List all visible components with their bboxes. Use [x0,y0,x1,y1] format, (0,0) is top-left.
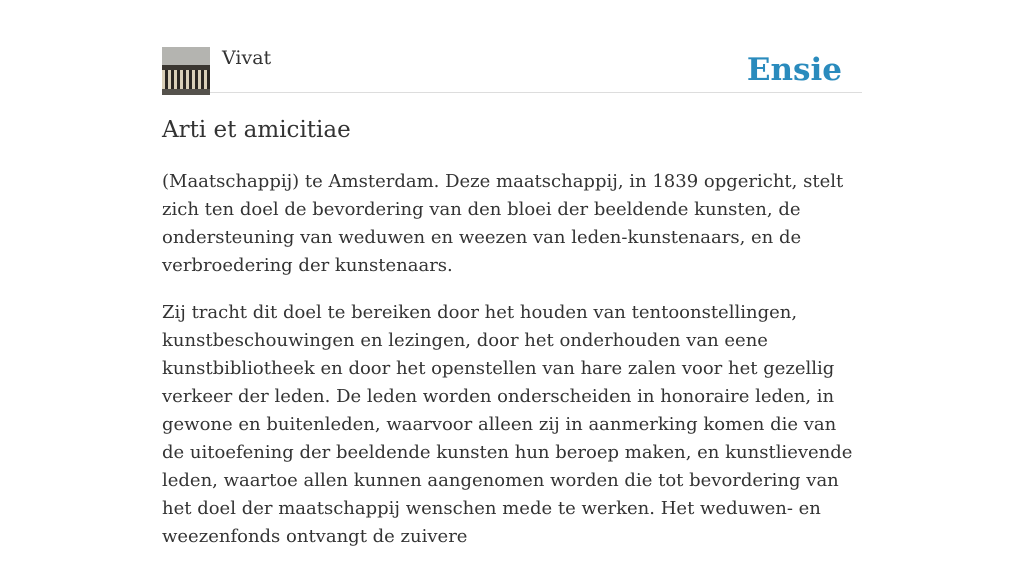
article-body [162,168,862,570]
header [162,46,862,93]
article-paragraph: Zij tracht dit doel te bereiken door het houden van tentoonstellingen, kunstbeschouwingen en lezingen, door het onderhouden van eene kunstbibliotheek en door het openstellen van hare zalen voor het gezellig verkeer der leden. De leden worden onderscheiden in honoraire leden, in gewone en buitenleden, waarvoor alleen zij in aanmerking komen die van de uitoefening der beeldende kunsten hun beroep maken, en kunstlievende leden, waartoe allen kunnen aangenomen worden die tot bevordering van het doel der maatschappij wenschen mede te werken. Het weduwen- en weezenfonds ontvangt de zuivere [162,302,853,547]
author-name[interactable]: Vivat [222,47,272,69]
article-paragraph: (Maatschappij) te Amsterdam. Deze maatschappij, in 1839 opgericht, stelt zich ten doel de bevordering van den bloei der beeldende kunsten, de ondersteuning van weduwen en weezen van leden-kunstenaars, en de verbroedering der kunstenaars. [162,171,844,276]
article-title: Arti et amicitiae [162,117,351,143]
brand-logo[interactable]: Ensie [746,52,842,88]
building-colonnade-icon [162,47,210,95]
avatar[interactable] [162,47,210,95]
